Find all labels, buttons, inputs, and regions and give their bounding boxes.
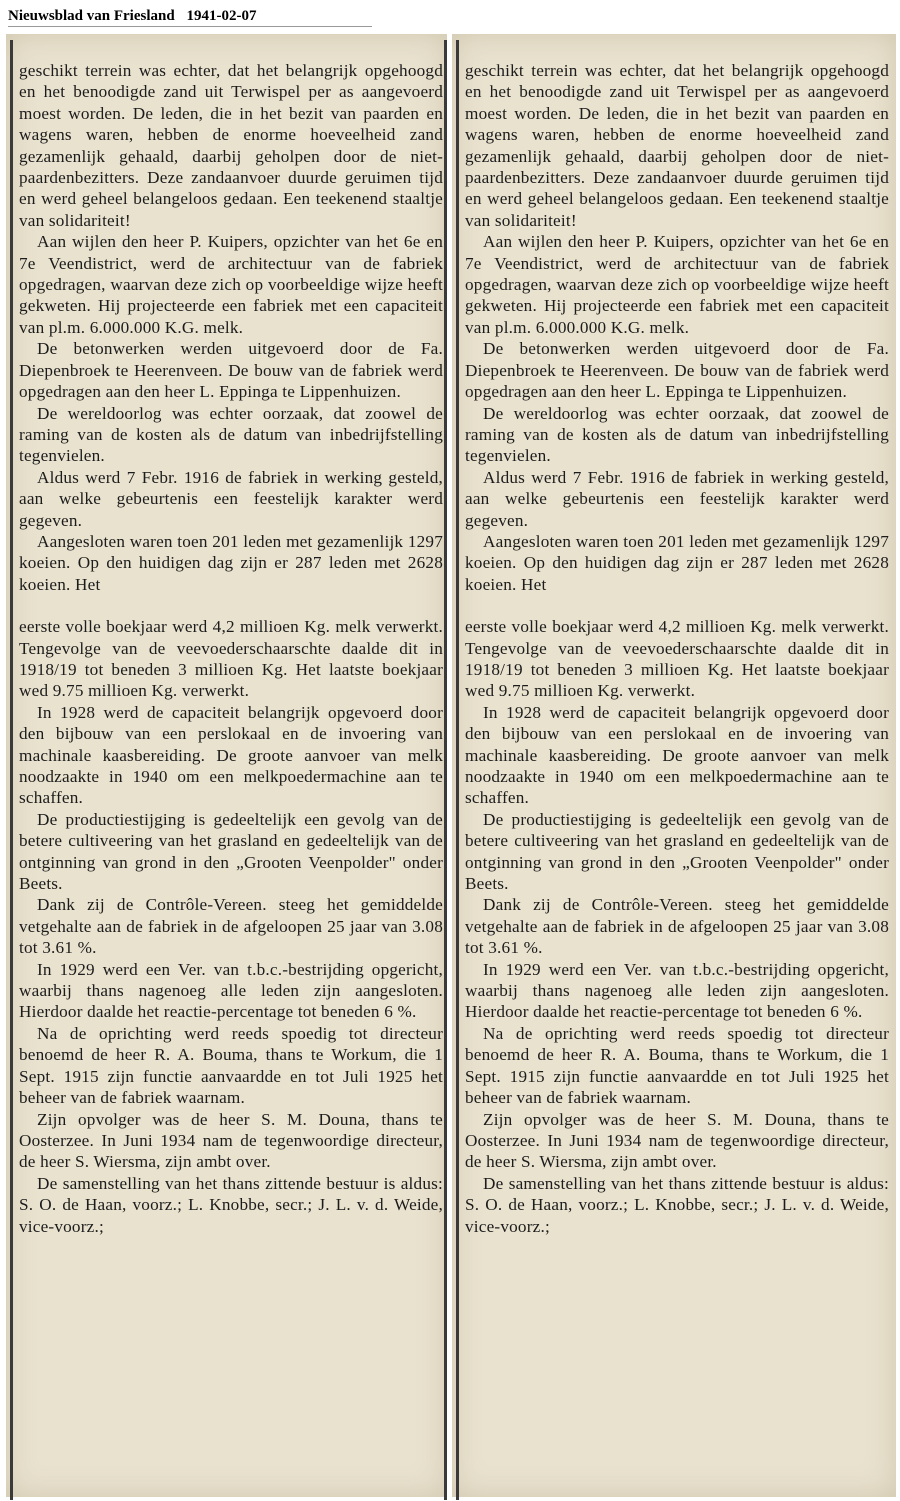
- publication-date: 1941-02-07: [186, 8, 257, 24]
- paragraph: Na de oprichting werd reeds spoedig tot directeur benoemd de heer R. A. Bouma, thans te Workum, die 1 Sept. 1915 zijn functie aanvaardde en tot Juli 1925 het beheer van de fabriek waarnam.: [19, 1023, 443, 1108]
- paragraph: De wereldoorlog was echter oorzaak, dat zoowel de raming van de kosten als de datum van inbedrijfstelling tegenvielen.: [19, 403, 443, 466]
- paragraph: De productiestijging is gedeeltelijk een gevolg van de betere cultiveering van het grasland en gedeeltelijk van de ontginning van grond in den „Grooten Veenpolder" onder Beets.: [19, 809, 443, 894]
- paragraph: In 1929 werd een Ver. van t.b.c.-bestrijding opgericht, waarbij thans nagenoeg alle leden zijn aangesloten. Hierdoor daalde het reactie-percentage tot beneden 6 %.: [465, 959, 889, 1022]
- paragraph: Dank zij de Contrôle-Vereen. steeg het gemiddelde vetgehalte aan de fabriek in de afgeloopen 25 jaar van 3.08 tot 3.61 %.: [19, 895, 443, 958]
- paragraph: In 1928 werd de capaciteit belangrijk opgevoerd door den bijbouw van een perslokaal en de invoering van machinale kaasbereiding. De groote aanvoer van melk noodzaakte in 1940 om een melkpoedermachine aan te schaffen.: [19, 702, 443, 808]
- paragraph: Aangesloten waren toen 201 leden met gezamenlijk 1297 koeien. Op den huidigen dag zijn er 287 leden met 2628 koeien. Het: [19, 531, 443, 594]
- paragraph: De betonwerken werden uitgevoerd door de Fa. Diepenbroek te Heerenveen. De bouw van de fabriek werd opgedragen aan den heer L. Eppinga te Lippenhuizen.: [19, 339, 443, 402]
- newspaper-name: Nieuwsblad van Friesland: [8, 8, 175, 24]
- paragraph: Aangesloten waren toen 201 leden met gezamenlijk 1297 koeien. Op den huidigen dag zijn er 287 leden met 2628 koeien. Het: [465, 531, 889, 594]
- newspaper-header: [8, 6, 372, 27]
- paragraph: De betonwerken werden uitgevoerd door de Fa. Diepenbroek te Heerenveen. De bouw van de fabriek werd opgedragen aan den heer L. Eppinga te Lippenhuizen.: [465, 339, 889, 402]
- paragraph: Zijn opvolger was de heer S. M. Douna, thans te Oosterzee. In Juni 1934 nam de tegenwoordige directeur, de heer S. Wiersma, zijn ambt over.: [19, 1109, 443, 1172]
- paragraph: Aan wijlen den heer P. Kuipers, opzichter van het 6e en 7e Veendistrict, werd de architectuur van de fabriek opgedragen, waarvan deze zich op voorbeeldige wijze heeft gekweten. Hij projecteerde een fabriek met een capaciteit van pl.m. 6.000.000 K.G. melk.: [19, 232, 443, 337]
- paragraph: Dank zij de Contrôle-Vereen. steeg het gemiddelde vetgehalte aan de fabriek in de afgeloopen 25 jaar van 3.08 tot 3.61 %.: [465, 895, 889, 958]
- paragraph: In 1929 werd een Ver. van t.b.c.-bestrijding opgericht, waarbij thans nagenoeg alle leden zijn aangesloten. Hierdoor daalde het reactie-percentage tot beneden 6 %.: [19, 959, 443, 1022]
- paragraph: Zijn opvolger was de heer S. M. Douna, thans te Oosterzee. In Juni 1934 nam de tegenwoordige directeur, de heer S. Wiersma, zijn ambt over.: [465, 1109, 889, 1172]
- paragraph: De samenstelling van het thans zittende bestuur is aldus: S. O. de Haan, voorz.; L. Knobbe, secr.; J. L. v. d. Weide, vice-voorz.;: [19, 1173, 443, 1236]
- column-rule: [456, 40, 459, 1500]
- paragraph: Aldus werd 7 Febr. 1916 de fabriek in werking gesteld, aan welke gebeurtenis een feestelijk karakter werd gegeven.: [19, 467, 443, 530]
- paragraph: In 1928 werd de capaciteit belangrijk opgevoerd door den bijbouw van een perslokaal en de invoering van machinale kaasbereiding. De groote aanvoer van melk noodzaakte in 1940 om een melkpoedermachine aan te schaffen.: [465, 702, 889, 808]
- paragraph: geschikt terrein was echter, dat het belangrijk opgehoogd en het benoodigde zand uit Terwispel per as aangevoerd moest worden. De leden, die in het bezit van paarden en wagens waren, hebben de enorme hoeveelheid zand gezamenlijk gehaald, daarbij geholpen door de niet-paardenbezitters. Deze zandaanvoer duurde geruimen tijd en werd geheel belangeloos gedaan. Een teekenend staaltje van solidariteit!: [465, 61, 889, 230]
- paragraph: eerste volle boekjaar werd 4,2 millioen Kg. melk verwerkt. Tengevolge van de veevoederschaarschte daalde dit in 1918/19 tot beneden 3 millioen Kg. Het laatste boekjaar wed 9.75 millioen Kg. verwerkt.: [465, 617, 889, 701]
- column-rule: [444, 40, 447, 1500]
- article-column-left: [19, 60, 443, 1237]
- column-rule: [10, 40, 13, 1500]
- paragraph: De samenstelling van het thans zittende bestuur is aldus: S. O. de Haan, voorz.; L. Knobbe, secr.; J. L. v. d. Weide, vice-voorz.;: [465, 1173, 889, 1236]
- paragraph: De wereldoorlog was echter oorzaak, dat zoowel de raming van de kosten als de datum van inbedrijfstelling tegenvielen.: [465, 403, 889, 466]
- article-column-right: [465, 60, 889, 1237]
- paragraph: Na de oprichting werd reeds spoedig tot directeur benoemd de heer R. A. Bouma, thans te Workum, die 1 Sept. 1915 zijn functie aanvaardde en tot Juli 1925 het beheer van de fabriek waarnam.: [465, 1023, 889, 1108]
- paragraph: eerste volle boekjaar werd 4,2 millioen Kg. melk verwerkt. Tengevolge van de veevoederschaarschte daalde dit in 1918/19 tot beneden 3 millioen Kg. Het laatste boekjaar wed 9.75 millioen Kg. verwerkt.: [19, 617, 443, 701]
- paragraph: geschikt terrein was echter, dat het belangrijk opgehoogd en het benoodigde zand uit Terwispel per as aangevoerd moest worden. De leden, die in het bezit van paarden en wagens waren, hebben de enorme hoeveelheid zand gezamenlijk gehaald, daarbij geholpen door de niet-paardenbezitters. Deze zandaanvoer duurde geruimen tijd en werd geheel belangeloos gedaan. Een teekenend staaltje van solidariteit!: [19, 61, 443, 230]
- paragraph: Aldus werd 7 Febr. 1916 de fabriek in werking gesteld, aan welke gebeurtenis een feestelijk karakter werd gegeven.: [465, 467, 889, 530]
- paragraph: Aan wijlen den heer P. Kuipers, opzichter van het 6e en 7e Veendistrict, werd de architectuur van de fabriek opgedragen, waarvan deze zich op voorbeeldige wijze heeft gekweten. Hij projecteerde een fabriek met een capaciteit van pl.m. 6.000.000 K.G. melk.: [465, 232, 889, 337]
- paragraph: De productiestijging is gedeeltelijk een gevolg van de betere cultiveering van het grasland en gedeeltelijk van de ontginning van grond in den „Grooten Veenpolder" onder Beets.: [465, 809, 889, 894]
